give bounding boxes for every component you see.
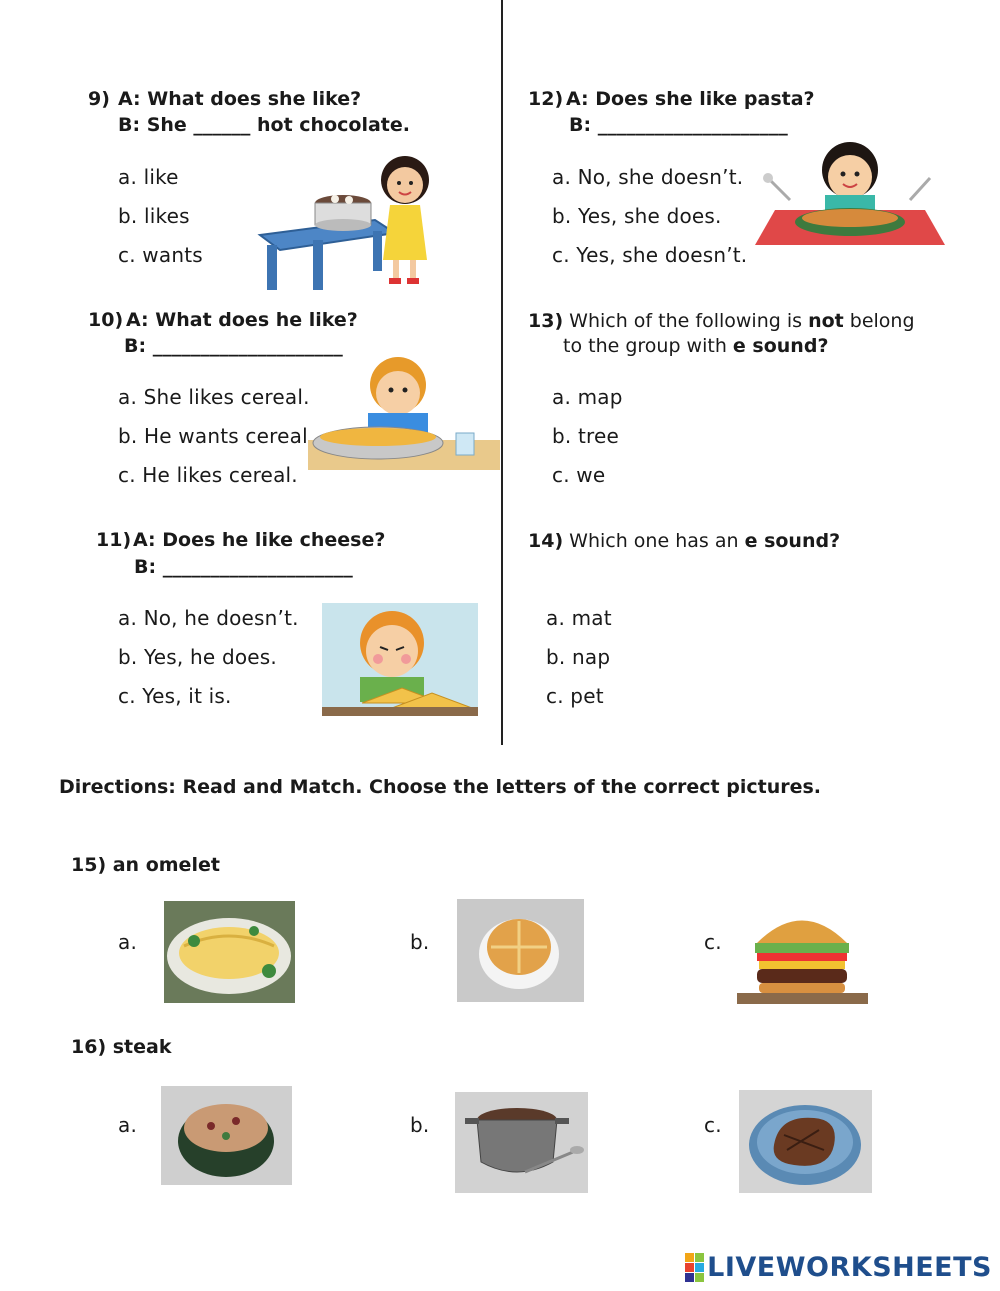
q13-text-bold: e sound?: [732, 335, 829, 357]
q14-question: [528, 530, 840, 552]
q11-option-b[interactable]: b. Yes, he does.: [118, 645, 277, 669]
q12-line-a: A: Does she like pasta?: [566, 88, 815, 110]
q12-option-a[interactable]: a. No, she doesn’t.: [552, 165, 744, 189]
q9-option-a[interactable]: a. like: [118, 165, 179, 189]
q14-number: 14): [528, 530, 564, 552]
q10-line-a: A: What does he like?: [126, 309, 358, 331]
q15-title: 15) an omelet: [71, 854, 220, 876]
q14-option-b[interactable]: b. nap: [546, 645, 611, 669]
q14-option-a[interactable]: a. mat: [546, 606, 612, 630]
girl-hot-chocolate-picture: [255, 145, 435, 295]
q10-number: 10): [88, 309, 124, 331]
q16-title: 16) steak: [71, 1036, 172, 1058]
q9-line-a: A: What does she like?: [118, 88, 362, 110]
q15-label-b: b.: [410, 930, 430, 954]
q12-number: 12): [528, 88, 564, 110]
directions-heading: Directions: Read and Match. Choose the letters of the correct pictures.: [59, 776, 822, 798]
q16-label-a: a.: [118, 1113, 138, 1137]
omelet-picture[interactable]: [164, 901, 295, 1003]
q16-label-c: c.: [704, 1113, 722, 1137]
brand-name: LIVEWORKSHEETS: [707, 1252, 992, 1283]
q11-option-c[interactable]: c. Yes, it is.: [118, 684, 232, 708]
q9-option-b[interactable]: b. likes: [118, 204, 190, 228]
q13-option-c[interactable]: c. we: [552, 463, 606, 487]
q15-label-c: c.: [704, 930, 722, 954]
brand-icon: [685, 1253, 704, 1282]
pasta-bowl-picture[interactable]: [161, 1086, 292, 1185]
brand-logo: [685, 1252, 992, 1283]
q12-option-c[interactable]: c. Yes, she doesn’t.: [552, 243, 748, 267]
q16-label-b: b.: [410, 1113, 430, 1137]
q13-text-not: not: [808, 310, 844, 332]
q10-option-c[interactable]: c. He likes cereal.: [118, 463, 298, 487]
column-divider: [501, 0, 503, 745]
boy-cheese-picture: [322, 603, 478, 716]
q12-line-b: B: ____________________: [569, 114, 788, 136]
q12-option-b[interactable]: b. Yes, she does.: [552, 204, 722, 228]
q11-option-a[interactable]: a. No, he doesn’t.: [118, 606, 299, 630]
q10-option-a[interactable]: a. She likes cereal.: [118, 385, 310, 409]
q13-text-1: Which of the following is: [569, 310, 803, 332]
q14-option-c[interactable]: c. pet: [546, 684, 604, 708]
q14-text-bold: e sound?: [744, 530, 841, 552]
q11-line-a: A: Does he like cheese?: [133, 529, 386, 551]
q14-text-1: Which one has an: [569, 530, 739, 552]
q9-number: 9): [88, 88, 110, 110]
q10-option-b[interactable]: b. He wants cereal: [118, 424, 308, 448]
stew-pot-picture[interactable]: [455, 1092, 588, 1193]
q11-line-b: B: ____________________: [134, 556, 353, 578]
boy-cereal-picture: [308, 355, 500, 470]
q13-question-line-2: [563, 335, 828, 357]
q9-option-c[interactable]: c. wants: [118, 243, 203, 267]
q10-line-b: B: ____________________: [124, 335, 343, 357]
q13-question-line-1: [528, 310, 915, 332]
pancake-picture[interactable]: [457, 899, 584, 1002]
q9-line-b: B: She ______ hot chocolate.: [118, 114, 410, 136]
q13-option-a[interactable]: a. map: [552, 385, 623, 409]
hamburger-picture[interactable]: [737, 903, 868, 1004]
q15-label-a: a.: [118, 930, 138, 954]
q13-number: 13): [528, 310, 564, 332]
q13-option-b[interactable]: b. tree: [552, 424, 620, 448]
q13-text-3: to the group with: [563, 335, 727, 357]
q13-text-2: belong: [849, 310, 915, 332]
steak-plate-picture[interactable]: [739, 1090, 872, 1193]
q11-number: 11): [96, 529, 132, 551]
girl-pasta-picture: [755, 140, 945, 245]
